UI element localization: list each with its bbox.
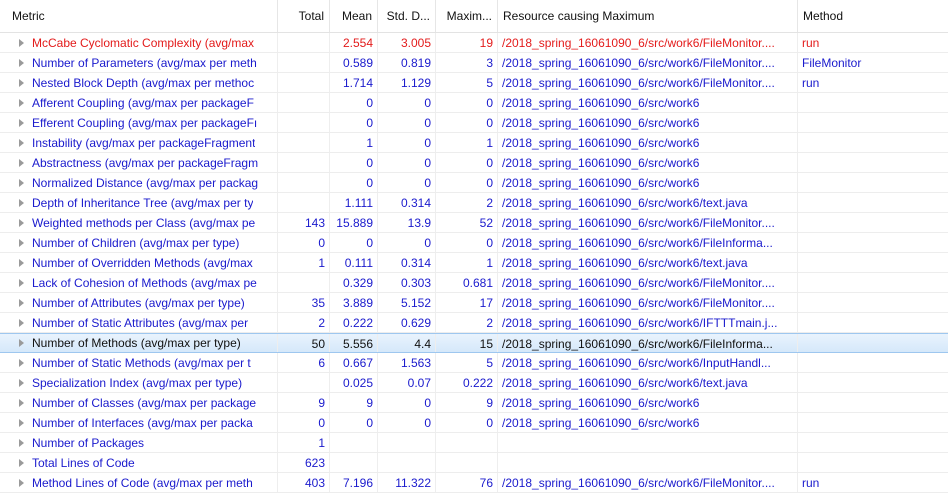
- column-header-mean[interactable]: Mean: [330, 0, 378, 32]
- resource-cell: /2018_spring_16061090_6/src/work6: [498, 393, 798, 412]
- metric-name: Number of Overridden Methods (avg/max: [32, 255, 253, 270]
- metric-cell: [0, 173, 278, 192]
- total-cell: [278, 273, 330, 292]
- expand-arrow-icon[interactable]: [0, 453, 32, 472]
- method-cell: FileMonitor: [802, 56, 862, 70]
- total-cell: [278, 153, 330, 172]
- maximum-cell: [436, 453, 498, 472]
- expand-arrow-icon[interactable]: [0, 393, 32, 412]
- metric-name: Total Lines of Code: [32, 455, 135, 470]
- std-dev-cell: 5.152: [378, 293, 436, 312]
- std-dev-cell: 0: [378, 173, 436, 192]
- table-row[interactable]: [0, 253, 948, 273]
- metric-cell: [0, 213, 278, 232]
- resource-cell: /2018_spring_16061090_6/src/work6/FileMonitor....: [498, 473, 798, 492]
- table-row[interactable]: [0, 153, 948, 173]
- resource-cell: /2018_spring_16061090_6/src/work6/text.java: [498, 193, 798, 212]
- mean-cell: 1.714: [330, 73, 378, 92]
- maximum-cell: 5: [436, 353, 498, 372]
- metric-cell: [0, 334, 278, 352]
- column-header-maximum[interactable]: Maxim...: [436, 0, 498, 32]
- total-cell: [278, 33, 330, 52]
- std-dev-cell: 0: [378, 113, 436, 132]
- resource-cell: /2018_spring_16061090_6/src/work6/FileInforma...: [498, 334, 798, 352]
- method-cell: [798, 193, 948, 212]
- metric-name: Number of Children (avg/max per type): [32, 235, 240, 250]
- method-cell: [798, 273, 948, 292]
- std-dev-cell: 0.314: [378, 193, 436, 212]
- std-dev-cell: 0: [378, 153, 436, 172]
- mean-cell: 0: [330, 233, 378, 252]
- mean-cell: [330, 453, 378, 472]
- total-cell: 6: [278, 353, 330, 372]
- metric-name: Number of Static Attributes (avg/max per: [32, 315, 249, 330]
- std-dev-cell: 11.322: [378, 473, 436, 492]
- resource-cell: /2018_spring_16061090_6/src/work6/FileMonitor....: [498, 53, 798, 72]
- resource-cell: /2018_spring_16061090_6/src/work6: [498, 153, 798, 172]
- expand-arrow-icon[interactable]: [0, 53, 32, 72]
- maximum-cell: 76: [436, 473, 498, 492]
- total-cell: 0: [278, 413, 330, 432]
- total-cell: 623: [278, 453, 330, 472]
- method-cell: [798, 133, 948, 152]
- resource-cell: /2018_spring_16061090_6/src/work6: [498, 133, 798, 152]
- table-row[interactable]: [0, 53, 948, 73]
- metric-cell: [0, 193, 278, 212]
- maximum-cell: 3: [436, 53, 498, 72]
- table-row[interactable]: [0, 93, 948, 113]
- metric-cell: [0, 293, 278, 312]
- method-cell: [798, 233, 948, 252]
- std-dev-cell: 4.4: [378, 334, 436, 352]
- expand-arrow-icon[interactable]: [0, 153, 32, 172]
- mean-cell: 0.667: [330, 353, 378, 372]
- metric-cell: [0, 233, 278, 252]
- resource-cell: [498, 433, 798, 452]
- mean-cell: 0.589: [330, 53, 378, 72]
- table-row[interactable]: [0, 113, 948, 133]
- total-cell: 0: [278, 233, 330, 252]
- metric-name: Nested Block Depth (avg/max per methoc: [32, 75, 255, 90]
- maximum-cell: 15: [436, 334, 498, 352]
- method-cell: run: [802, 36, 820, 50]
- std-dev-cell: 0.819: [378, 53, 436, 72]
- total-cell: [278, 53, 330, 72]
- table-row[interactable]: [0, 233, 948, 253]
- metric-name: Instability (avg/max per packageFragment: [32, 135, 256, 150]
- metric-cell: [0, 413, 278, 432]
- std-dev-cell: 0.07: [378, 373, 436, 392]
- resource-cell: /2018_spring_16061090_6/src/work6/InputHandl...: [498, 353, 798, 372]
- total-cell: 143: [278, 213, 330, 232]
- mean-cell: 0: [330, 153, 378, 172]
- mean-cell: 0: [330, 113, 378, 132]
- expand-arrow-icon[interactable]: [0, 133, 32, 152]
- method-cell: [798, 313, 948, 332]
- maximum-cell: 0: [436, 153, 498, 172]
- metric-name: Number of Parameters (avg/max per meth: [32, 55, 257, 70]
- total-cell: [278, 193, 330, 212]
- column-header-method[interactable]: Method: [803, 9, 844, 23]
- std-dev-cell: [378, 453, 436, 472]
- metric-cell: [0, 273, 278, 292]
- maximum-cell: 19: [436, 33, 498, 52]
- table-row[interactable]: [0, 213, 948, 233]
- table-row[interactable]: [0, 333, 948, 353]
- mean-cell: 5.556: [330, 334, 378, 352]
- maximum-cell: 0: [436, 113, 498, 132]
- total-cell: 1: [278, 253, 330, 272]
- maximum-cell: [436, 433, 498, 452]
- column-header-std-dev[interactable]: Std. D...: [378, 0, 436, 32]
- metric-name: Specialization Index (avg/max per type): [32, 375, 243, 390]
- table-row[interactable]: [0, 473, 948, 493]
- total-cell: [278, 373, 330, 392]
- table-row[interactable]: [0, 413, 948, 433]
- maximum-cell: 1: [436, 253, 498, 272]
- metric-name: Method Lines of Code (avg/max per meth: [32, 475, 253, 490]
- maximum-cell: 17: [436, 293, 498, 312]
- total-cell: [278, 93, 330, 112]
- mean-cell: 3.889: [330, 293, 378, 312]
- table-row[interactable]: [0, 433, 948, 453]
- column-header-total[interactable]: Total: [278, 0, 330, 32]
- metric-name: Normalized Distance (avg/max per packag: [32, 175, 259, 190]
- mean-cell: 0: [330, 413, 378, 432]
- method-cell: [798, 433, 948, 452]
- table-row[interactable]: [0, 293, 948, 313]
- metric-cell: [0, 113, 278, 132]
- mean-cell: 9: [330, 393, 378, 412]
- table-row[interactable]: [0, 373, 948, 393]
- metric-name: Depth of Inheritance Tree (avg/max per ty: [32, 195, 254, 210]
- metric-name: Number of Packages: [32, 435, 145, 450]
- maximum-cell: 0.222: [436, 373, 498, 392]
- expand-arrow-icon[interactable]: [0, 73, 32, 92]
- maximum-cell: 0: [436, 173, 498, 192]
- std-dev-cell: 0: [378, 93, 436, 112]
- metric-name: Number of Interfaces (avg/max per packa: [32, 415, 253, 430]
- mean-cell: 15.889: [330, 213, 378, 232]
- method-cell: [798, 453, 948, 472]
- method-cell: [798, 413, 948, 432]
- mean-cell: 2.554: [330, 33, 378, 52]
- metric-name: Number of Classes (avg/max per package: [32, 395, 257, 410]
- expand-arrow-icon[interactable]: [0, 113, 32, 132]
- metric-name: Number of Methods (avg/max per type): [32, 336, 241, 350]
- total-cell: 35: [278, 293, 330, 312]
- expand-arrow-icon[interactable]: [0, 33, 32, 52]
- table-row[interactable]: [0, 173, 948, 193]
- metric-cell: [0, 253, 278, 272]
- std-dev-cell: 0: [378, 393, 436, 412]
- metric-name: Afferent Coupling (avg/max per packageF: [32, 95, 254, 110]
- metric-cell: [0, 33, 278, 52]
- method-cell: [798, 353, 948, 372]
- maximum-cell: 2: [436, 193, 498, 212]
- metric-name: McCabe Cyclomatic Complexity (avg/max: [32, 35, 255, 50]
- std-dev-cell: 3.005: [378, 33, 436, 52]
- maximum-cell: 0: [436, 93, 498, 112]
- method-cell: [798, 153, 948, 172]
- resource-cell: /2018_spring_16061090_6/src/work6: [498, 93, 798, 112]
- table-row[interactable]: [0, 193, 948, 213]
- expand-arrow-icon[interactable]: [0, 93, 32, 112]
- resource-cell: /2018_spring_16061090_6/src/work6: [498, 173, 798, 192]
- resource-cell: /2018_spring_16061090_6/src/work6/FileInforma...: [498, 233, 798, 252]
- method-cell: [798, 113, 948, 132]
- expand-arrow-icon[interactable]: [0, 273, 32, 292]
- metric-cell: [0, 393, 278, 412]
- resource-cell: /2018_spring_16061090_6/src/work6/FileMonitor....: [498, 293, 798, 312]
- maximum-cell: 2: [436, 313, 498, 332]
- metric-cell: [0, 153, 278, 172]
- std-dev-cell: 0.314: [378, 253, 436, 272]
- expand-arrow-icon[interactable]: [0, 334, 32, 352]
- metric-cell: [0, 73, 278, 92]
- std-dev-cell: 0.629: [378, 313, 436, 332]
- metric-cell: [0, 353, 278, 372]
- std-dev-cell: 0: [378, 233, 436, 252]
- table-row[interactable]: [0, 453, 948, 473]
- resource-cell: /2018_spring_16061090_6/src/work6: [498, 113, 798, 132]
- expand-arrow-icon[interactable]: [0, 413, 32, 432]
- expand-arrow-icon[interactable]: [0, 293, 32, 312]
- method-cell: [798, 213, 948, 232]
- method-cell: [798, 93, 948, 112]
- method-cell: [798, 173, 948, 192]
- expand-arrow-icon[interactable]: [0, 253, 32, 272]
- method-cell: run: [802, 476, 820, 490]
- metric-cell: [0, 53, 278, 72]
- metric-name: Weighted methods per Class (avg/max pe: [32, 215, 256, 230]
- column-header-metric[interactable]: Metric: [0, 0, 278, 32]
- method-cell: [798, 253, 948, 272]
- metric-cell: [0, 133, 278, 152]
- total-cell: 9: [278, 393, 330, 412]
- metric-name: Lack of Cohesion of Methods (avg/max pe: [32, 275, 257, 290]
- expand-arrow-icon[interactable]: [0, 193, 32, 212]
- std-dev-cell: 0: [378, 413, 436, 432]
- resource-cell: [498, 453, 798, 472]
- table-header: [0, 0, 948, 33]
- std-dev-cell: 13.9: [378, 213, 436, 232]
- mean-cell: 0.222: [330, 313, 378, 332]
- total-cell: 50: [278, 334, 330, 352]
- column-header-resource[interactable]: Resource causing Maximum: [498, 0, 798, 32]
- metric-name: Efferent Coupling (avg/max per packageFı: [32, 115, 258, 130]
- table-row[interactable]: [0, 33, 948, 53]
- table-body: [0, 33, 948, 493]
- maximum-cell: 0: [436, 413, 498, 432]
- total-cell: 1: [278, 433, 330, 452]
- expand-arrow-icon[interactable]: [0, 433, 32, 452]
- total-cell: [278, 113, 330, 132]
- metric-cell: [0, 473, 278, 492]
- expand-arrow-icon[interactable]: [0, 213, 32, 232]
- metric-name: Abstractness (avg/max per packageFragm: [32, 155, 259, 170]
- method-cell: [798, 334, 948, 352]
- std-dev-cell: 1.563: [378, 353, 436, 372]
- total-cell: 403: [278, 473, 330, 492]
- expand-arrow-icon[interactable]: [0, 353, 32, 372]
- mean-cell: 0.025: [330, 373, 378, 392]
- total-cell: [278, 173, 330, 192]
- resource-cell: /2018_spring_16061090_6/src/work6/FileMonitor....: [498, 73, 798, 92]
- maximum-cell: 0: [436, 233, 498, 252]
- mean-cell: 0.329: [330, 273, 378, 292]
- total-cell: [278, 73, 330, 92]
- method-cell: [798, 373, 948, 392]
- maximum-cell: 5: [436, 73, 498, 92]
- resource-cell: /2018_spring_16061090_6/src/work6: [498, 413, 798, 432]
- table-row[interactable]: [0, 313, 948, 333]
- mean-cell: [330, 433, 378, 452]
- std-dev-cell: [378, 433, 436, 452]
- resource-cell: /2018_spring_16061090_6/src/work6/text.java: [498, 253, 798, 272]
- maximum-cell: 52: [436, 213, 498, 232]
- metric-cell: [0, 93, 278, 112]
- metric-cell: [0, 433, 278, 452]
- mean-cell: 0: [330, 173, 378, 192]
- total-cell: 2: [278, 313, 330, 332]
- table-row[interactable]: [0, 133, 948, 153]
- resource-cell: /2018_spring_16061090_6/src/work6/FileMonitor....: [498, 33, 798, 52]
- table-row[interactable]: [0, 353, 948, 373]
- method-cell: run: [802, 76, 820, 90]
- resource-cell: /2018_spring_16061090_6/src/work6/FileMonitor....: [498, 273, 798, 292]
- metric-cell: [0, 313, 278, 332]
- mean-cell: 1.111: [330, 193, 378, 212]
- maximum-cell: 0.681: [436, 273, 498, 292]
- table-row[interactable]: [0, 73, 948, 93]
- expand-arrow-icon[interactable]: [0, 173, 32, 192]
- resource-cell: /2018_spring_16061090_6/src/work6/text.java: [498, 373, 798, 392]
- mean-cell: 0: [330, 93, 378, 112]
- method-cell: [798, 293, 948, 312]
- expand-arrow-icon[interactable]: [0, 233, 32, 252]
- metric-cell: [0, 373, 278, 392]
- maximum-cell: 1: [436, 133, 498, 152]
- std-dev-cell: 0: [378, 133, 436, 152]
- expand-arrow-icon[interactable]: [0, 473, 32, 492]
- mean-cell: 1: [330, 133, 378, 152]
- resource-cell: /2018_spring_16061090_6/src/work6/FileMonitor....: [498, 213, 798, 232]
- table-row[interactable]: [0, 393, 948, 413]
- std-dev-cell: 1.129: [378, 73, 436, 92]
- maximum-cell: 9: [436, 393, 498, 412]
- metric-cell: [0, 453, 278, 472]
- resource-cell: /2018_spring_16061090_6/src/work6/IFTTTmain.j...: [498, 313, 798, 332]
- table-row[interactable]: [0, 273, 948, 293]
- total-cell: [278, 133, 330, 152]
- std-dev-cell: 0.303: [378, 273, 436, 292]
- metric-name: Number of Static Methods (avg/max per t: [32, 355, 251, 370]
- mean-cell: 0.111: [330, 253, 378, 272]
- expand-arrow-icon[interactable]: [0, 373, 32, 392]
- metric-name: Number of Attributes (avg/max per type): [32, 295, 245, 310]
- mean-cell: 7.196: [330, 473, 378, 492]
- method-cell: [798, 393, 948, 412]
- expand-arrow-icon[interactable]: [0, 313, 32, 332]
